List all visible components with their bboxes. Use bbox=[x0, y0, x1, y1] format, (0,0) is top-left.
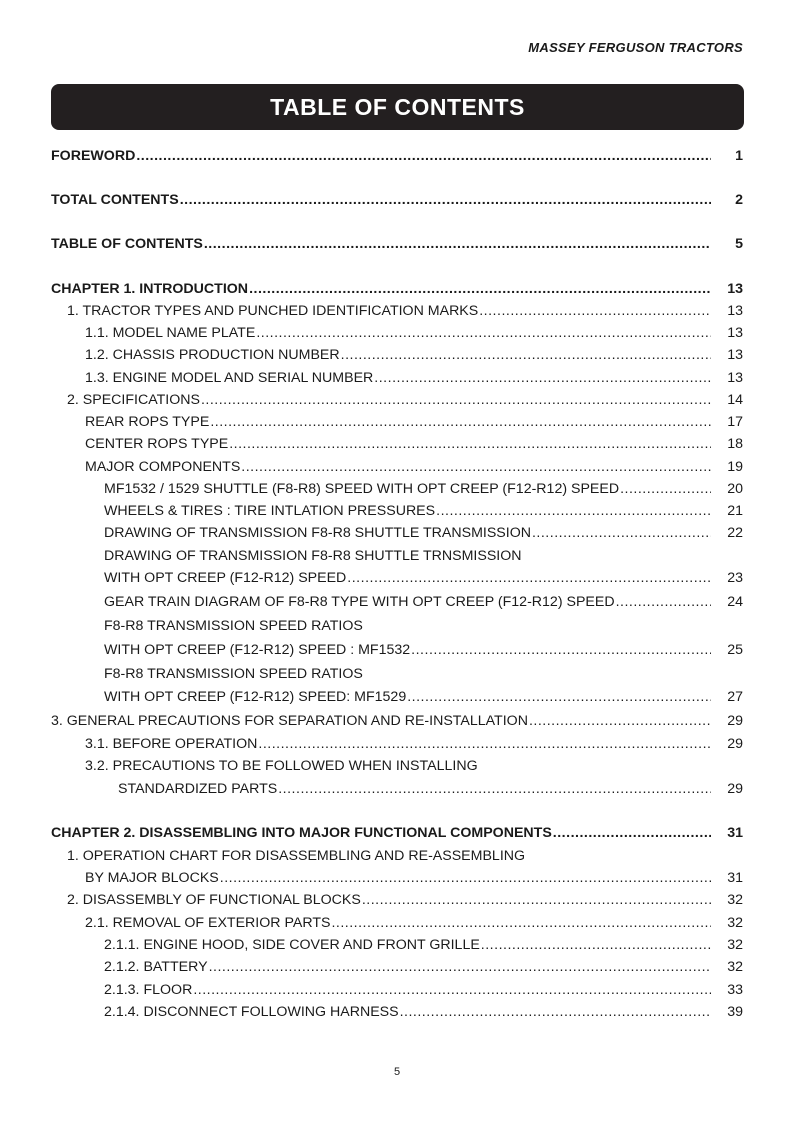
toc-chapter-entry bbox=[0, 278, 794, 300]
toc-chapter-entry bbox=[0, 822, 794, 844]
toc-entry-title: 2.1.3. FLOOR bbox=[104, 982, 193, 998]
toc-entry-title: DRAWING OF TRANSMISSION F8-R8 SHUTTLE TRANSMISSION bbox=[104, 525, 531, 541]
dot-leader bbox=[347, 567, 711, 589]
toc-entry-title: GEAR TRAIN DIAGRAM OF F8-R8 TYPE WITH OPT CREEP (F12-R12) SPEED bbox=[104, 594, 615, 610]
toc-entry bbox=[0, 710, 794, 732]
dot-leader bbox=[529, 710, 711, 732]
toc-entry-title: CENTER ROPS TYPE bbox=[85, 436, 229, 452]
dot-leader bbox=[407, 686, 711, 708]
dot-leader bbox=[220, 867, 711, 889]
dot-leader bbox=[193, 979, 711, 1001]
toc-entry bbox=[0, 778, 794, 800]
toc-entry-title: BY MAJOR BLOCKS bbox=[85, 870, 219, 886]
toc-entry-title: FOREWORD bbox=[51, 148, 136, 164]
toc-entry bbox=[0, 478, 794, 500]
dot-leader bbox=[229, 433, 711, 455]
toc-entry bbox=[0, 591, 794, 613]
toc-entry-title: F8-R8 TRANSMISSION SPEED RATIOS bbox=[104, 666, 363, 682]
toc-entry-title: 1.1. MODEL NAME PLATE bbox=[85, 325, 256, 341]
toc-entry-title: F8-R8 TRANSMISSION SPEED RATIOS bbox=[104, 618, 363, 634]
dot-leader bbox=[201, 389, 711, 411]
toc-entry-page: 29 bbox=[727, 781, 743, 797]
toc-entry-title: 3. GENERAL PRECAUTIONS FOR SEPARATION AND RE-INSTALLATION bbox=[51, 713, 528, 729]
toc-entry-title: MAJOR COMPONENTS bbox=[85, 459, 241, 475]
toc-entry-title: 2.1. REMOVAL OF EXTERIOR PARTS bbox=[85, 915, 331, 931]
toc-entry-title: 2.1.2. BATTERY bbox=[104, 959, 208, 975]
dot-leader bbox=[136, 145, 711, 167]
toc-entry-page: 29 bbox=[727, 713, 743, 729]
toc-entry bbox=[0, 367, 794, 389]
dot-leader bbox=[620, 478, 711, 500]
document-brand: MASSEY FERGUSON TRACTORS bbox=[528, 40, 743, 55]
dot-leader bbox=[204, 233, 711, 255]
toc-entry-page: 13 bbox=[727, 347, 743, 363]
toc-entry bbox=[0, 615, 794, 637]
dot-leader bbox=[256, 322, 711, 344]
toc-entry bbox=[0, 733, 794, 755]
toc-entry-page: 27 bbox=[727, 689, 743, 705]
toc-entry-title: WITH OPT CREEP (F12-R12) SPEED: MF1529 bbox=[104, 689, 407, 705]
toc-entry-title: 3.1. BEFORE OPERATION bbox=[85, 736, 258, 752]
toc-entry-page: 25 bbox=[727, 642, 743, 658]
toc-entry-page: 39 bbox=[727, 1004, 743, 1020]
page-title: TABLE OF CONTENTS bbox=[270, 93, 525, 120]
toc-entry bbox=[0, 522, 794, 544]
toc-entry bbox=[0, 145, 794, 167]
toc-entry-title: 2.1.4. DISCONNECT FOLLOWING HARNESS bbox=[104, 1004, 399, 1020]
toc-entry bbox=[0, 456, 794, 478]
toc-entry bbox=[0, 912, 794, 934]
toc-entry bbox=[0, 500, 794, 522]
toc-entry-page: 33 bbox=[727, 982, 743, 998]
toc-entry bbox=[0, 389, 794, 411]
toc-entry-title: STANDARDIZED PARTS bbox=[118, 781, 278, 797]
toc-entry bbox=[0, 979, 794, 1001]
toc-entry-page: 19 bbox=[727, 459, 743, 475]
dot-leader bbox=[241, 456, 711, 478]
dot-leader bbox=[532, 522, 711, 544]
toc-entry bbox=[0, 300, 794, 322]
toc-entry bbox=[0, 934, 794, 956]
toc-entry-title: 2. SPECIFICATIONS bbox=[67, 392, 200, 408]
toc-entry-page: 32 bbox=[727, 937, 743, 953]
dot-leader bbox=[249, 278, 711, 300]
dot-leader bbox=[616, 591, 711, 613]
toc-entry-page: 29 bbox=[727, 736, 743, 752]
toc-entry-page: 32 bbox=[727, 892, 743, 908]
toc-entry-title: 1. TRACTOR TYPES AND PUNCHED IDENTIFICATION MARKS bbox=[67, 303, 479, 319]
toc-entry bbox=[0, 686, 794, 708]
toc-entry-title: DRAWING OF TRANSMISSION F8-R8 SHUTTLE TRNSMISSION bbox=[104, 548, 522, 564]
toc-entry bbox=[0, 189, 794, 211]
page-number: 5 bbox=[393, 1066, 401, 1078]
dot-leader bbox=[481, 934, 711, 956]
toc-entry-page: 21 bbox=[727, 503, 743, 519]
toc-entry bbox=[0, 344, 794, 366]
toc-entry-page: 5 bbox=[735, 236, 743, 252]
toc-entry-page: 13 bbox=[727, 325, 743, 341]
toc-entry-title: TABLE OF CONTENTS bbox=[51, 236, 203, 252]
toc-entry bbox=[0, 233, 794, 255]
toc-entry-title: REAR ROPS TYPE bbox=[85, 414, 210, 430]
toc-entry-title: MF1532 / 1529 SHUTTLE (F8-R8) SPEED WITH OPT CREEP (F12-R12) SPEED bbox=[104, 481, 620, 497]
toc-entry bbox=[0, 956, 794, 978]
toc-entry bbox=[0, 567, 794, 589]
toc-entry-title: WITH OPT CREEP (F12-R12) SPEED : MF1532 bbox=[104, 642, 411, 658]
toc-entry-title: 3.2. PRECAUTIONS TO BE FOLLOWED WHEN INSTALLING bbox=[85, 758, 478, 774]
dot-leader bbox=[278, 778, 711, 800]
toc-entry-page: 14 bbox=[727, 392, 743, 408]
dot-leader bbox=[341, 344, 711, 366]
toc-entry-page: 17 bbox=[727, 414, 743, 430]
toc-entry-page: 32 bbox=[727, 959, 743, 975]
toc-entry-page: 32 bbox=[727, 915, 743, 931]
dot-leader bbox=[209, 956, 711, 978]
toc-entry-page: 2 bbox=[735, 192, 743, 208]
toc-entry bbox=[0, 889, 794, 911]
toc-entry-page: 20 bbox=[727, 481, 743, 497]
dot-leader bbox=[553, 822, 711, 844]
toc-entry bbox=[0, 845, 794, 867]
toc-entry-page: 23 bbox=[727, 570, 743, 586]
toc-entry bbox=[0, 663, 794, 685]
toc-entry-page: 13 bbox=[727, 281, 743, 297]
toc-entry-title: TOTAL CONTENTS bbox=[51, 192, 179, 208]
toc-entry-title: CHAPTER 1. INTRODUCTION bbox=[51, 281, 249, 297]
toc-entry-title: 1. OPERATION CHART FOR DISASSEMBLING AND RE-ASSEMBLING bbox=[67, 848, 526, 864]
dot-leader bbox=[479, 300, 711, 322]
toc-entry-title: CHAPTER 2. DISASSEMBLING INTO MAJOR FUNCTIONAL COMPONENTS bbox=[51, 825, 552, 841]
toc-entry-page: 13 bbox=[727, 303, 743, 319]
toc-entry bbox=[0, 433, 794, 455]
dot-leader bbox=[400, 1001, 711, 1023]
dot-leader bbox=[411, 639, 711, 661]
toc-entry-page: 22 bbox=[727, 525, 743, 541]
toc-entry-title: 2. DISASSEMBLY OF FUNCTIONAL BLOCKS bbox=[67, 892, 361, 908]
toc-entry-page: 31 bbox=[727, 870, 743, 886]
toc-entry bbox=[0, 411, 794, 433]
toc-entry-page: 24 bbox=[727, 594, 743, 610]
dot-leader bbox=[374, 367, 711, 389]
toc-entry-title: 1.2. CHASSIS PRODUCTION NUMBER bbox=[85, 347, 340, 363]
toc-entry-title: WITH OPT CREEP (F12-R12) SPEED bbox=[104, 570, 347, 586]
toc-entry-page: 31 bbox=[727, 825, 743, 841]
dot-leader bbox=[331, 912, 711, 934]
dot-leader bbox=[258, 733, 711, 755]
toc-entry bbox=[0, 1001, 794, 1023]
dot-leader bbox=[362, 889, 711, 911]
dot-leader bbox=[436, 500, 711, 522]
toc-entry-page: 13 bbox=[727, 370, 743, 386]
toc-entry-title: 2.1.1. ENGINE HOOD, SIDE COVER AND FRONT GRILLE bbox=[104, 937, 480, 953]
toc-entry-title: WHEELS & TIRES : TIRE INTLATION PRESSURES bbox=[104, 503, 436, 519]
toc-entry bbox=[0, 322, 794, 344]
toc-entry bbox=[0, 755, 794, 777]
toc-entry bbox=[0, 867, 794, 889]
toc-entry-page: 1 bbox=[735, 148, 743, 164]
toc-entry-page: 18 bbox=[727, 436, 743, 452]
toc-entry-title: 1.3. ENGINE MODEL AND SERIAL NUMBER bbox=[85, 370, 374, 386]
dot-leader bbox=[210, 411, 711, 433]
dot-leader bbox=[180, 189, 711, 211]
toc-entry bbox=[0, 639, 794, 661]
toc-entry bbox=[0, 545, 794, 567]
